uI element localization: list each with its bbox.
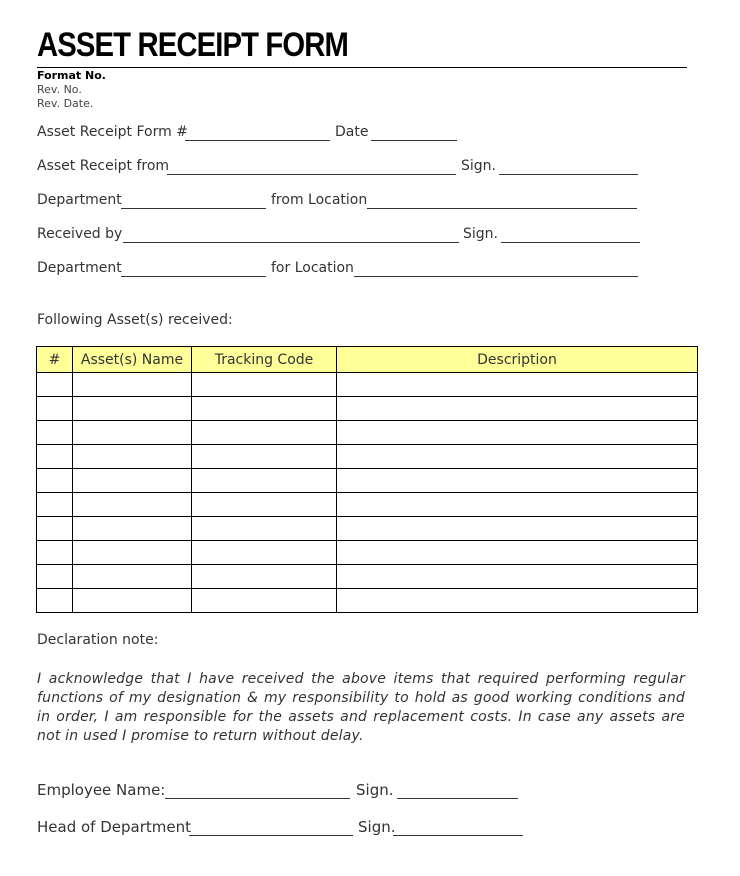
cell-description[interactable] bbox=[337, 589, 698, 613]
cell-asset-name[interactable] bbox=[73, 469, 192, 493]
head-sign-field[interactable] bbox=[393, 835, 523, 836]
cell-asset-name[interactable] bbox=[73, 373, 192, 397]
table-row bbox=[37, 397, 698, 421]
to-department-field[interactable] bbox=[121, 276, 266, 277]
from-department-label: Department bbox=[37, 192, 122, 208]
date-label: Date bbox=[335, 124, 369, 140]
cell-tracking-code[interactable] bbox=[192, 445, 337, 469]
received-by-label: Received by bbox=[37, 226, 123, 242]
table-row bbox=[37, 565, 698, 589]
cell-description[interactable] bbox=[337, 373, 698, 397]
cell-number[interactable] bbox=[37, 445, 73, 469]
table-row bbox=[37, 493, 698, 517]
cell-asset-name[interactable] bbox=[73, 517, 192, 541]
date-field[interactable] bbox=[371, 140, 457, 141]
head-of-department-field[interactable] bbox=[189, 835, 353, 836]
table-row bbox=[37, 421, 698, 445]
cell-description[interactable] bbox=[337, 541, 698, 565]
cell-tracking-code[interactable] bbox=[192, 493, 337, 517]
from-sign-field[interactable] bbox=[499, 174, 638, 175]
rev-no-label: Rev. No. bbox=[37, 83, 82, 96]
cell-asset-name[interactable] bbox=[73, 397, 192, 421]
received-sign-field[interactable] bbox=[501, 242, 640, 243]
from-location-label: from Location bbox=[271, 192, 368, 208]
cell-tracking-code[interactable] bbox=[192, 421, 337, 445]
cell-number[interactable] bbox=[37, 397, 73, 421]
cell-tracking-code[interactable] bbox=[192, 565, 337, 589]
receipt-from-label: Asset Receipt from bbox=[37, 158, 170, 174]
column-header-number: # bbox=[37, 347, 73, 373]
cell-number[interactable] bbox=[37, 541, 73, 565]
cell-number[interactable] bbox=[37, 421, 73, 445]
declaration-text: I acknowledge that I have received the above items that required performing regular functions of my designation & my responsibility to hold as good working conditions and in order, I am responsible for the assets and replacement costs. In case any assets are not in used I promise to return without delay. bbox=[37, 671, 685, 744]
declaration-heading: Declaration note: bbox=[37, 632, 159, 648]
cell-number[interactable] bbox=[37, 493, 73, 517]
column-header-tracking-code: Tracking Code bbox=[192, 347, 337, 373]
employee-sign-label: Sign. bbox=[356, 781, 394, 799]
employee-name-label: Employee Name: bbox=[37, 781, 166, 799]
cell-asset-name[interactable] bbox=[73, 589, 192, 613]
cell-number[interactable] bbox=[37, 373, 73, 397]
cell-asset-name[interactable] bbox=[73, 565, 192, 589]
cell-tracking-code[interactable] bbox=[192, 589, 337, 613]
cell-description[interactable] bbox=[337, 445, 698, 469]
receipt-from-field[interactable] bbox=[167, 174, 456, 175]
cell-number[interactable] bbox=[37, 517, 73, 541]
received-by-field[interactable] bbox=[123, 242, 459, 243]
table-row bbox=[37, 445, 698, 469]
table-header-row bbox=[37, 347, 698, 373]
cell-asset-name[interactable] bbox=[73, 421, 192, 445]
column-header-asset-name: Asset(s) Name bbox=[73, 347, 192, 373]
column-header-description: Description bbox=[337, 347, 698, 373]
cell-number[interactable] bbox=[37, 589, 73, 613]
cell-description[interactable] bbox=[337, 517, 698, 541]
received-sign-label: Sign. bbox=[463, 226, 498, 242]
employee-name-field[interactable] bbox=[165, 798, 350, 799]
cell-tracking-code[interactable] bbox=[192, 469, 337, 493]
cell-description[interactable] bbox=[337, 421, 698, 445]
cell-asset-name[interactable] bbox=[73, 541, 192, 565]
cell-asset-name[interactable] bbox=[73, 445, 192, 469]
cell-description[interactable] bbox=[337, 565, 698, 589]
employee-sign-field[interactable] bbox=[397, 798, 518, 799]
title-divider bbox=[37, 67, 687, 68]
cell-number[interactable] bbox=[37, 565, 73, 589]
form-title: ASSET RECEIPT FORM bbox=[37, 26, 349, 64]
from-sign-label: Sign. bbox=[461, 158, 496, 174]
cell-asset-name[interactable] bbox=[73, 493, 192, 517]
format-no-label: Format No. bbox=[37, 69, 106, 82]
from-location-field[interactable] bbox=[367, 208, 637, 209]
assets-intro: Following Asset(s) received: bbox=[37, 312, 233, 328]
cell-description[interactable] bbox=[337, 469, 698, 493]
table-row bbox=[37, 469, 698, 493]
cell-description[interactable] bbox=[337, 493, 698, 517]
head-of-department-label: Head of Department bbox=[37, 818, 191, 836]
cell-description[interactable] bbox=[337, 397, 698, 421]
cell-tracking-code[interactable] bbox=[192, 397, 337, 421]
form-number-label: Asset Receipt Form # bbox=[37, 124, 188, 140]
rev-date-label: Rev. Date. bbox=[37, 97, 94, 110]
table-row bbox=[37, 589, 698, 613]
cell-number[interactable] bbox=[37, 469, 73, 493]
table-row bbox=[37, 373, 698, 397]
for-location-label: for Location bbox=[271, 260, 354, 276]
for-location-field[interactable] bbox=[354, 276, 638, 277]
cell-tracking-code[interactable] bbox=[192, 517, 337, 541]
assets-table bbox=[36, 346, 698, 613]
cell-tracking-code[interactable] bbox=[192, 373, 337, 397]
cell-tracking-code[interactable] bbox=[192, 541, 337, 565]
to-department-label: Department bbox=[37, 260, 122, 276]
table-row bbox=[37, 517, 698, 541]
form-number-field[interactable] bbox=[185, 140, 330, 141]
table-row bbox=[37, 541, 698, 565]
from-department-field[interactable] bbox=[121, 208, 266, 209]
head-sign-label: Sign. bbox=[358, 818, 396, 836]
